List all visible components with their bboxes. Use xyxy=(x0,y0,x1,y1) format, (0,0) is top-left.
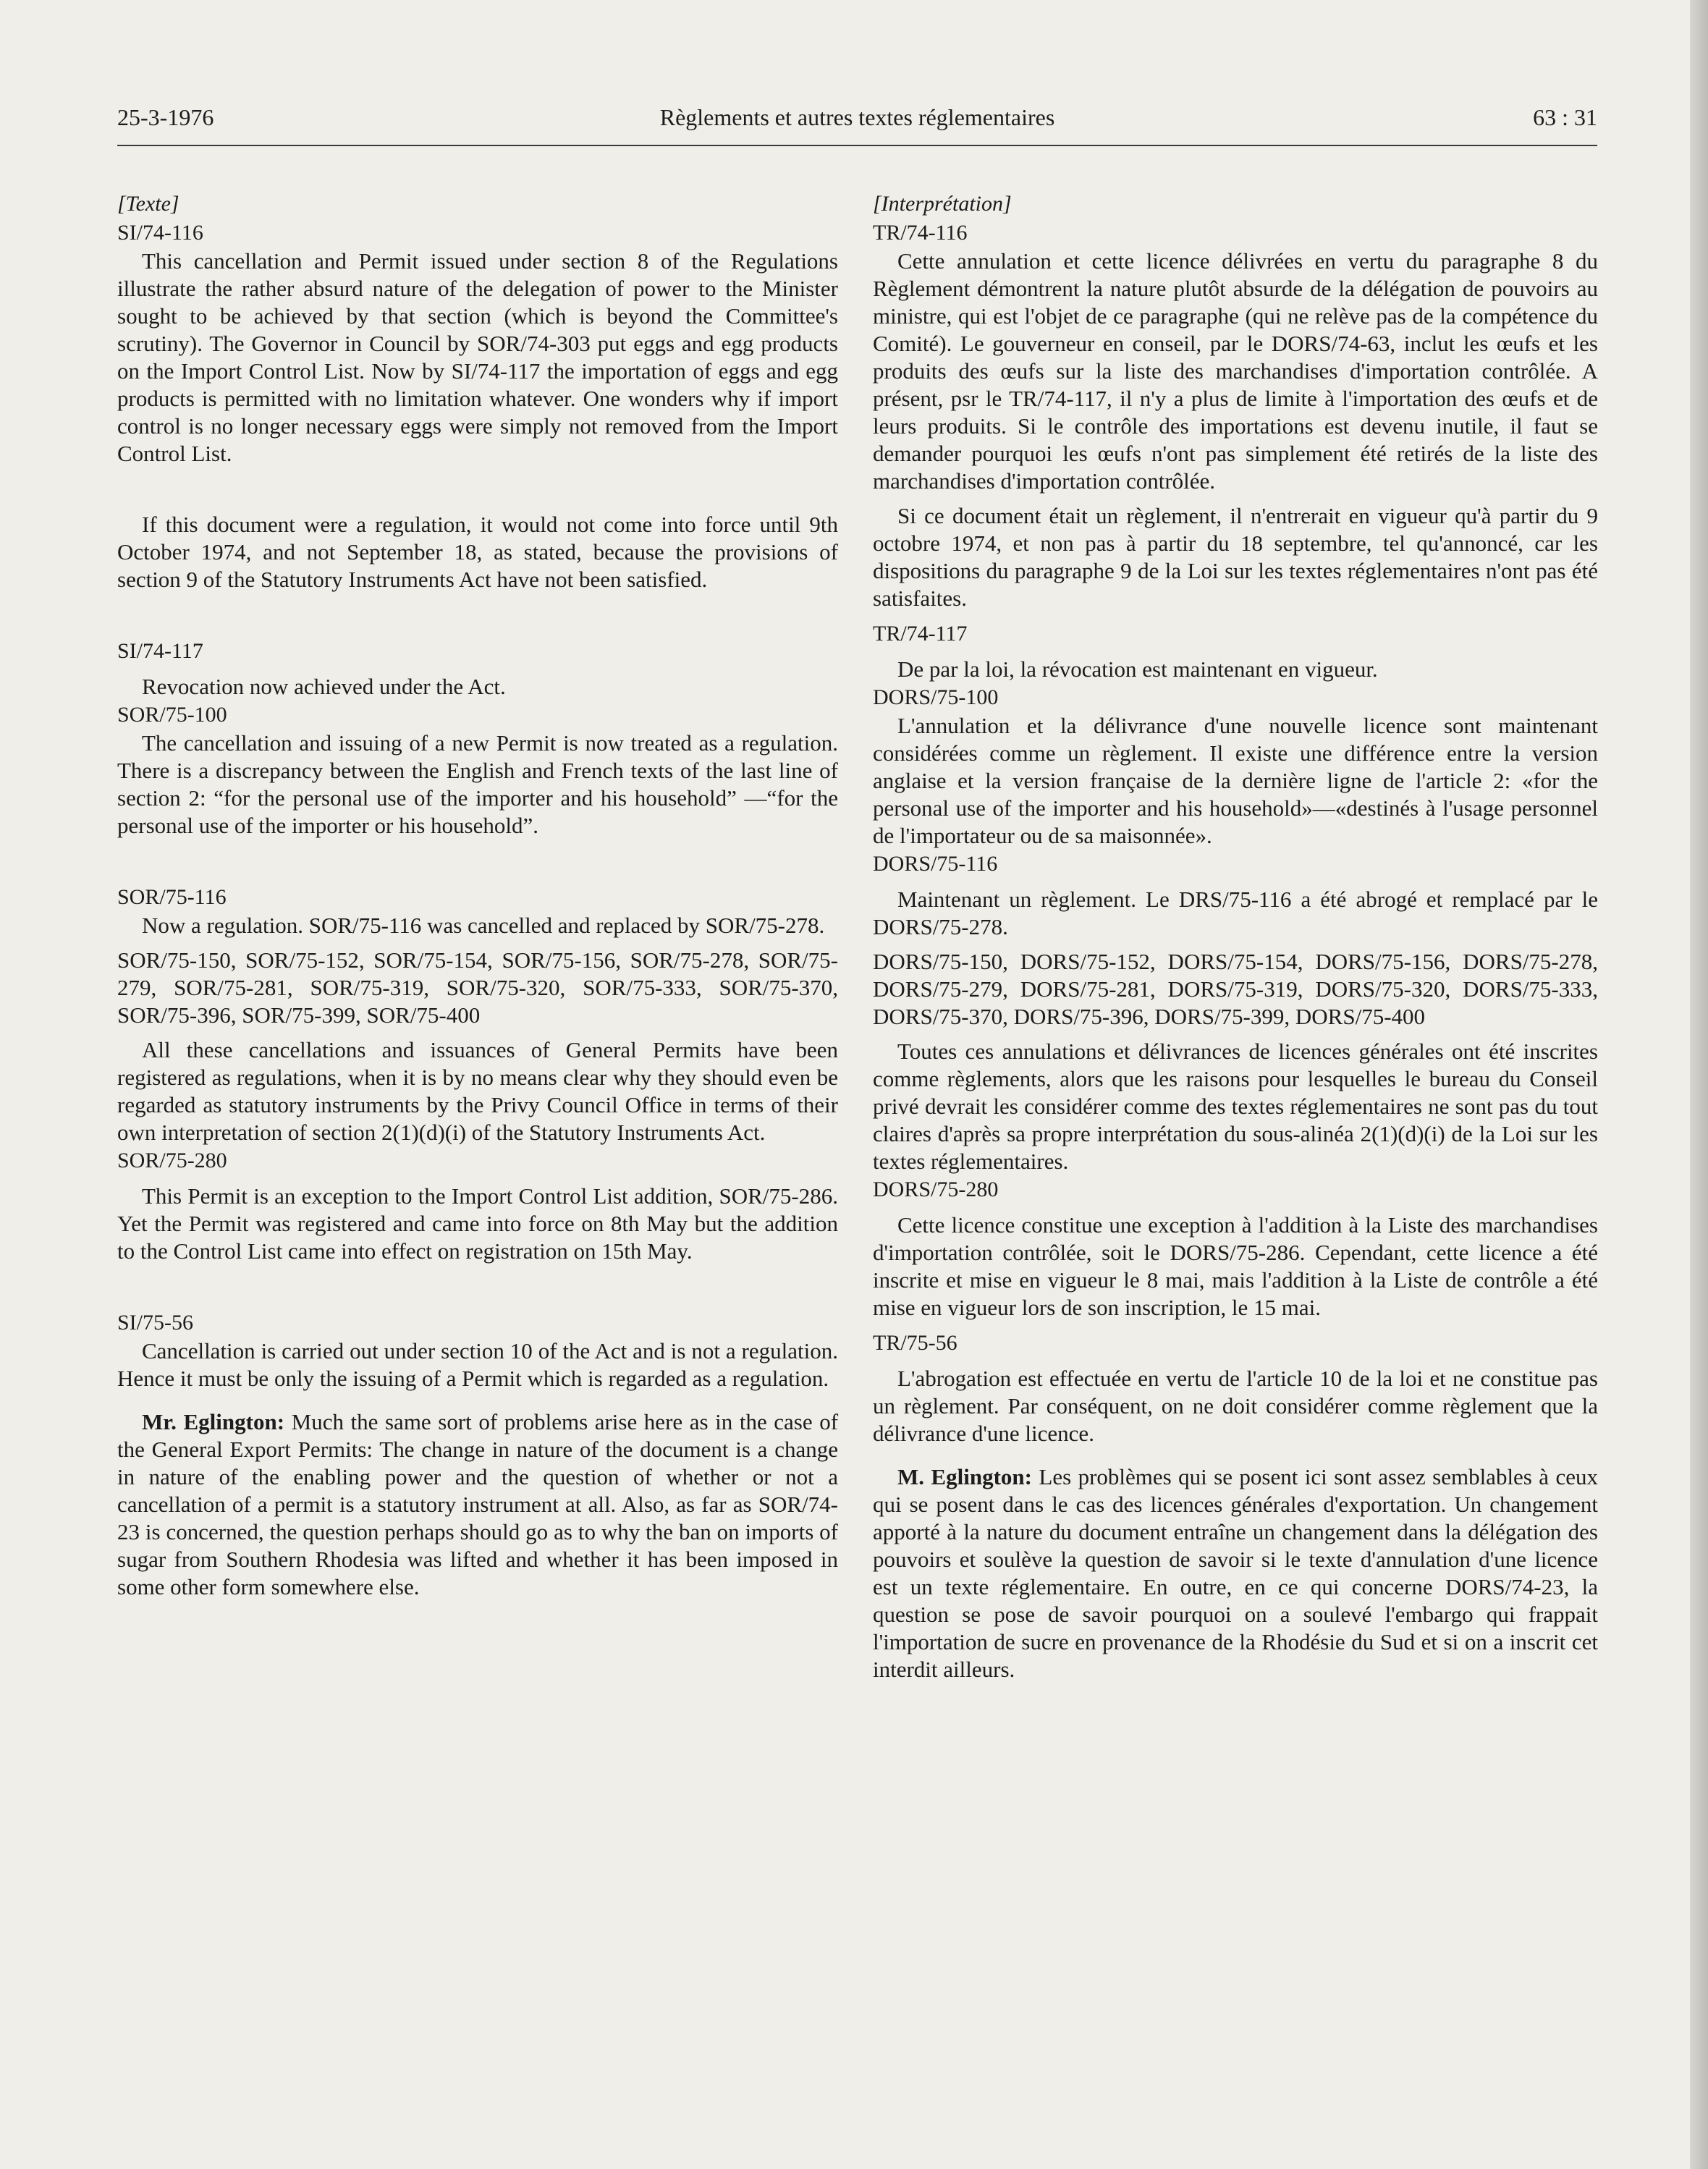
french-column xyxy=(873,190,1598,1683)
section-reference: SI/75-56 xyxy=(117,1311,193,1335)
header-date: 25-3-1976 xyxy=(117,104,214,130)
section-reference: DORS/75-116 xyxy=(873,852,998,876)
header-title: Règlements et autres textes réglementaires xyxy=(659,104,1055,130)
paragraph: Si ce document était un règlement, il n'entrerait en vigueur qu'à partir du 9 octobre 1974, et non pas à partir du 18 septembre, tel qu'annoncé, car les dispositions du paragraphe 9 de la Loi sur les textes réglementaires n'ont pas été satisfaites. xyxy=(873,503,1598,611)
section-reference: SOR/75-116 xyxy=(117,885,227,909)
page-edge xyxy=(1690,0,1708,2169)
section-reference: [Texte] xyxy=(117,192,179,216)
paragraph: Now a regulation. SOR/75-116 was cancelled and replaced by SOR/75-278. xyxy=(142,913,825,938)
paragraph xyxy=(873,1463,1598,1683)
paragraph: Revocation now achieved under the Act. xyxy=(142,674,506,699)
section-reference: TR/75-56 xyxy=(873,1331,957,1355)
paragraph: SOR/75-150, SOR/75-152, SOR/75-154, SOR/75-156, SOR/75-278, SOR/75-279, SOR/75-281, SOR/75-319, SOR/75-320, SOR/75-333, SOR/75-370, SOR/75-396, SOR/75-399, SOR/75-400 xyxy=(117,947,838,1028)
paragraph: This cancellation and Permit issued under section 8 of the Regulations illustrate the rather absurd nature of the delegation of power to the Minister sought to be achieved by that section (which is beyond the Committee's scrutiny). The Governor in Council by SOR/74-303 put eggs and egg products on the Import Control List. Now by SI/74-117 the importation of eggs and egg products is permitted with no limitation whatever. One wonders why if import control is no longer necessary eggs were simply not removed from the Import Control List. xyxy=(117,248,838,466)
section-reference: SI/74-116 xyxy=(117,221,203,245)
paragraph: Cette licence constitue une exception à l'addition à la Liste des marchandises d'importation contrôlée, soit le DORS/75-286. Cependant, cette licence a été inscrite et mise en vigueur le 8 mai, mais l'addition à la Liste de contrôle a été mise en vigueur lors de son inscription, le 15 mai. xyxy=(873,1212,1598,1320)
paragraph: Cette annulation et cette licence délivrées en vertu du paragraphe 8 du Règlement démontrent la nature plutôt absurde de la délégation de pouvoirs au ministre, qui est l'objet de ce paragraphe (qui ne relève pas de la compétence du Comité). Le gouverneur en conseil, par le DORS/74-63, inclut les œufs et les produits des œufs sur la liste des marchandises d'importation contrôlée. A présent, psr le TR/74-117, il n'y a plus de limite à l'importation des œufs et de leurs produits. Si le contrôle des importations est devenu inutile, il faut se demander pourquoi les œufs n'ont pas simplement été retirés de la liste des marchandises d'importation contrôlée. xyxy=(873,248,1598,494)
header-page-number: 63 : 31 xyxy=(1533,104,1597,130)
section-reference: SOR/75-280 xyxy=(117,1149,227,1172)
paragraph: L'abrogation est effectuée en vertu de l'article 10 de la loi et ne constitue pas un règlement. Par conséquent, on ne doit considérer comme règlement que la délivrance d'une licence. xyxy=(873,1366,1598,1446)
section-reference: TR/74-117 xyxy=(873,622,968,646)
speaker-name: M. Eglington: xyxy=(897,1464,1032,1489)
section-reference: SI/74-117 xyxy=(117,639,203,663)
paragraph: L'annulation et la délivrance d'une nouvelle licence sont maintenant considérées comme un règlement. Il existe une différence entre la version anglaise et la version française de la dernière ligne de l'article 2: «for the personal use of the importer and his household»—«destinés à l'usage personnel de l'importateur ou de sa maisonnée». xyxy=(873,713,1598,848)
paragraph: If this document were a regulation, it would not come into force until 9th October 1974, and not September 18, as stated, because the provisions of section 9 of the Statutory Instruments Act have not been satisfied. xyxy=(117,512,838,592)
speech-text: Much the same sort of problems arise here as in the case of the General Export Permits: The change in nature of the document is a change in nature of the enabling power and the question of whether or not a cancellation of a permit is a statutory instrument at all. Also, as far as SOR/74-23 is concerned, the question perhaps should go as to why the ban on imports of sugar from Southern Rhodesia was lifted and whether it has been imposed in some other form somewhere else. xyxy=(117,1409,839,1599)
speech-text: Les problèmes qui se posent ici sont assez semblables à ceux qui se posent dans le cas des licences générales d'exportation. Un changement apporté à la nature du document entraîne un changement dans la délégation des pouvoirs et soulève la question de savoir si le texte d'annulation d'une licence est un texte réglementaire. En outre, en ce qui concerne DORS/74-23, la question se pose de savoir pourquoi on a soulevé l'embargo qui frappait l'importation de sucre en provenance de la Rhodésie du Sud et si on a inscrit cet interdit ailleurs. xyxy=(873,1464,1599,1682)
speaker-name: Mr. Eglington: xyxy=(142,1409,285,1434)
paragraph: Toutes ces annulations et délivrances de licences générales ont été inscrites comme règlements, alors que les raisons pour lesquelles le bureau du Conseil privé devrait les considérer comme des textes réglementaires ne sont pas du tout claires d'après sa propre interprétation du sous-alinéa 2(1)(d)(i) de la Loi sur les textes réglementaires. xyxy=(873,1039,1598,1174)
paragraph: De par la loi, la révocation est maintenant en vigueur. xyxy=(897,656,1378,682)
paragraph: DORS/75-150, DORS/75-152, DORS/75-154, DORS/75-156, DORS/75-278, DORS/75-279, DORS/75-281, DORS/75-319, DORS/75-320, DORS/75-333, DORS/75-370, DORS/75-396, DORS/75-399, DORS/75-400 xyxy=(873,949,1598,1029)
section-reference: [Interprétation] xyxy=(873,192,1012,216)
section-reference: DORS/75-100 xyxy=(873,685,999,709)
paragraph: Cancellation is carried out under section 10 of the Act and is not a regulation. Hence it must be only the issuing of a Permit which is regarded as a regulation. xyxy=(117,1338,838,1391)
section-reference: TR/74-116 xyxy=(873,221,968,245)
paragraph: All these cancellations and issuances of General Permits have been registered as regulations, when it is by no means clear why they should even be regarded as statutory instruments by the Privy Council Office in terms of their own interpretation of section 2(1)(d)(i) of the Statutory Instruments Act. xyxy=(117,1037,838,1145)
section-reference: DORS/75-280 xyxy=(873,1177,999,1201)
paragraph: Maintenant un règlement. Le DRS/75-116 a été abrogé et remplacé par le DORS/75-278. xyxy=(873,887,1598,939)
page-header xyxy=(117,101,1597,146)
paragraph xyxy=(117,1408,838,1601)
paragraph: The cancellation and issuing of a new Permit is now treated as a regulation. There is a discrepancy between the English and French texts of the last line of section 2: “for the personal use of the importer and his household” —“for the personal use of the importer or his household”. xyxy=(117,730,838,838)
section-reference: SOR/75-100 xyxy=(117,703,227,727)
english-column xyxy=(117,190,838,1601)
paragraph: This Permit is an exception to the Import Control List addition, SOR/75-286. Yet the Permit was registered and came into force on 8th May but the addition to the Control List came into effect on registration on 15th May. xyxy=(117,1183,838,1264)
